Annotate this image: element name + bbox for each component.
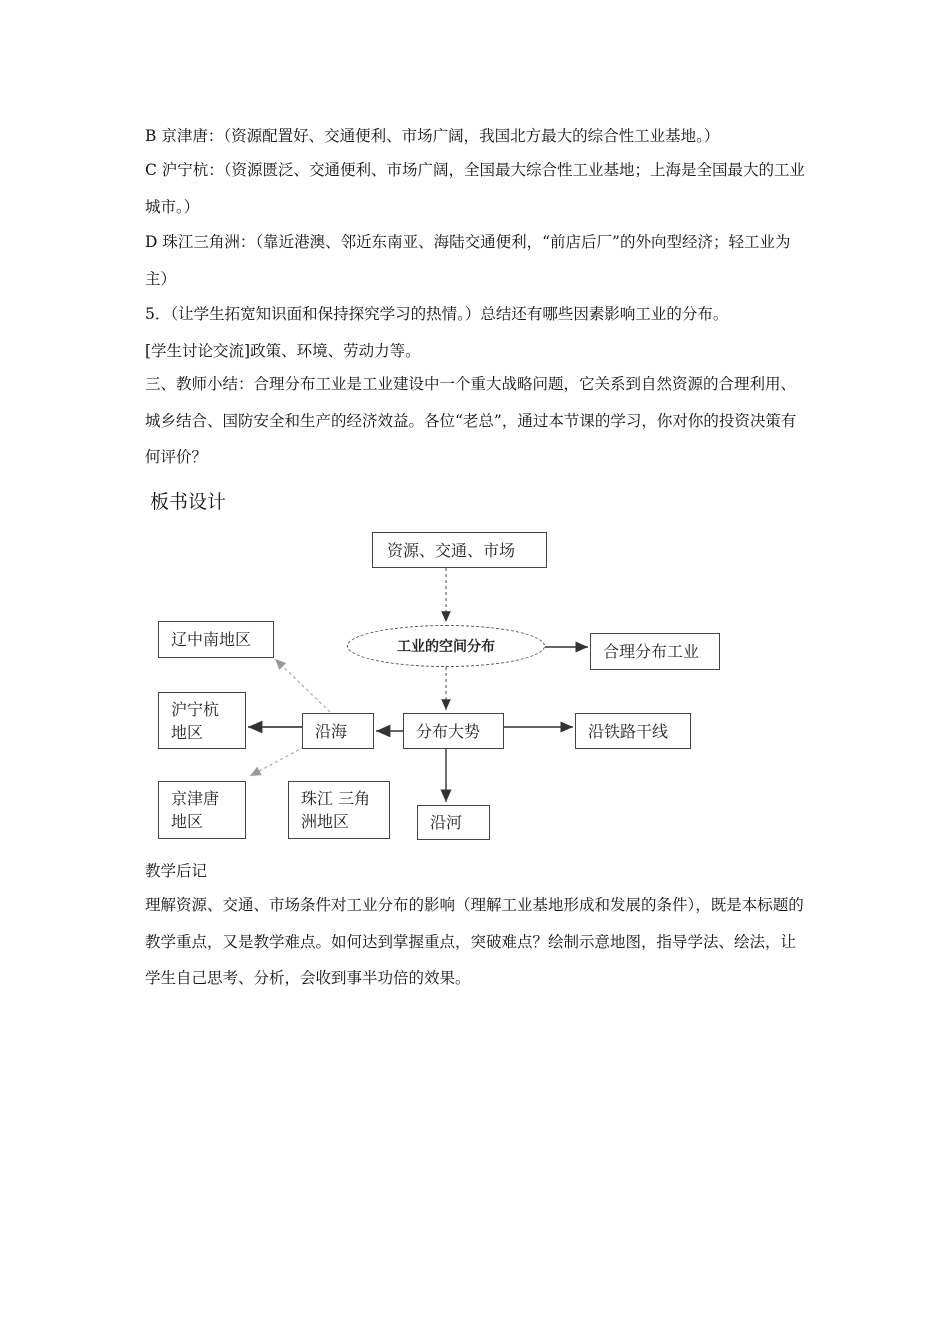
afterword-text: 理解资源、交通、市场条件对工业分布的影响（理解工业基地形成和发展的条件），既是本标题的教学重点，又是教学难点。如何达到掌握重点，突破难点？绘制示意地图，指导学法、绘法，让学生自己思考、分析，会收到事半功倍的效果。 <box>145 896 804 987</box>
para-d-zhujiang: D 珠江三角洲：（靠近港澳、邻近东南亚、海陆交通便利，“前店后厂”的外向型经济；轻工业为主） <box>145 233 791 288</box>
box-resources: 资源、交通、市场 <box>372 532 547 568</box>
jingjintang-line2: 地区 <box>171 812 204 831</box>
para-summary: 三、教师小结：合理分布工业是工业建设中一个重大战略问题，它关系到自然资源的合理利用、城乡结合、国防安全和生产的经济效益。各位“老总”，通过本节课的学习，你对你的投资决策有何评价？ <box>145 375 797 466</box>
box-coastal: 沿海 <box>302 713 374 749</box>
jingjintang-line1: 京津唐 <box>171 789 220 808</box>
zhujiang-line2: 洲地区 <box>301 812 350 831</box>
board-design-heading: 板书设计 <box>150 491 227 513</box>
box-liaozhongnan: 辽中南地区 <box>158 621 274 658</box>
huninghang-line1: 沪宁杭 <box>171 699 220 719</box>
arrow-coastal-to-liaozhongnan <box>275 659 330 712</box>
para-c-huninghang: C 沪宁杭：（资源匮泛、交通便利、市场广阔，全国最大综合性工业基地；上海是全国最大的工业城市。） <box>145 161 806 216</box>
huninghang-line2: 地区 <box>171 722 204 742</box>
box-zhujiang <box>288 781 390 839</box>
para-discussion: [学生讨论交流]政策、环境、劳动力等。 <box>145 342 421 360</box>
para-5-factors: 5．（让学生拓宽知识面和保持探究学习的热情。）总结还有哪些因素影响工业的分布。 <box>145 305 729 323</box>
afterword-title: 教学后记 <box>145 862 208 880</box>
box-distribution-trend: 分布大势 <box>403 713 504 749</box>
box-rational-distribution: 合理分布工业 <box>590 633 720 670</box>
para-b-jingjintang: B 京津唐：（资源配置好、交通便利、市场广阔，我国北方最大的综合性工业基地。） <box>145 127 720 145</box>
box-jingjintang <box>158 781 246 839</box>
box-huninghang <box>158 692 246 749</box>
ellipse-spatial-distribution: 工业的空间分布 <box>347 625 545 667</box>
arrow-coastal-to-jingjintang <box>250 747 304 776</box>
box-railway: 沿铁路干线 <box>575 713 691 749</box>
box-river: 沿河 <box>417 805 490 840</box>
zhujiang-line1: 珠江 三角 <box>301 789 371 808</box>
